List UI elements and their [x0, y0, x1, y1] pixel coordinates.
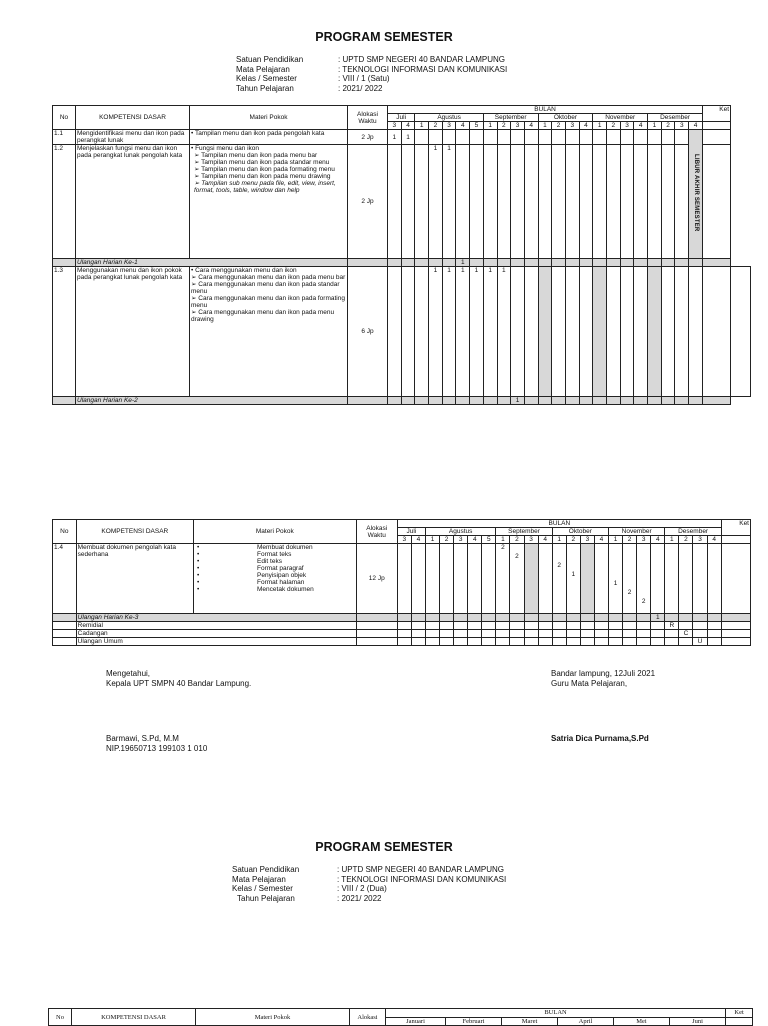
table-row: [53, 630, 751, 638]
info-value: : TEKNOLOGI INFORMASI DAN KOMUNIKASI: [337, 874, 507, 884]
mp-item: • Edit teks: [197, 558, 282, 565]
week-header: 4: [689, 122, 703, 130]
week-cell: R: [665, 622, 679, 630]
mp-item: • Membuat dokumen: [197, 544, 313, 551]
header-alokasi: Alokasi Waktu: [348, 106, 388, 130]
header-ket: Ket: [726, 1009, 753, 1018]
row-label: Cadangan: [76, 630, 356, 638]
week-header: 4: [456, 122, 470, 130]
sign-right-line2: Guru Mata Pelajaran,: [551, 679, 628, 688]
row-kd: Membuat dokumen pengolah kata sederhana: [76, 544, 193, 614]
row-kd: Menggunakan menu dan ikon pokok pada perangkat lunak pengolah kata: [76, 267, 190, 397]
week-header: 3: [524, 536, 538, 544]
week-header: 3: [693, 536, 707, 544]
mp-item: • Fungsi menu dan ikon: [191, 145, 260, 152]
month-header: Oktober: [538, 114, 593, 122]
week-header: 1: [593, 122, 607, 130]
week-header: 1: [415, 122, 429, 130]
week-cell: 1: [456, 267, 470, 397]
month-header: Agustus: [415, 114, 483, 122]
row-no: 1.3: [53, 267, 76, 397]
mp-item: • Cara menggunakan menu dan ikon: [191, 267, 297, 274]
week-header: 2: [607, 122, 621, 130]
week-header: 3: [620, 122, 634, 130]
page-title: PROGRAM SEMESTER: [315, 840, 453, 854]
week-header: 3: [442, 122, 456, 130]
sign-left-nip: NIP.19650713 199103 1 010: [106, 744, 208, 753]
week-header: 3: [388, 122, 402, 130]
week-header: 3: [565, 122, 579, 130]
week-cell: 1: [429, 145, 443, 259]
month-header: Agustus: [425, 528, 495, 536]
info-value: : UPTD SMP NEGERI 40 BANDAR LAMPUNG: [338, 55, 505, 64]
info-value: : 2021/ 2022: [338, 83, 383, 93]
mp-item: • Format halaman: [197, 579, 305, 586]
row-label: Ulangan Harian Ke-2: [76, 397, 348, 405]
row-label: Remidial: [76, 622, 356, 630]
header-mp: Materi Pokok: [196, 1009, 350, 1026]
table-row: [53, 622, 751, 630]
header-kd: KOMPETENSI DASAR: [76, 520, 193, 544]
week-header: 2: [510, 536, 524, 544]
mp-item: ➢ Tampilan sub menu pada file, edit, view, insert, format, tools, table, window dan help: [194, 180, 336, 194]
month-header: Desember: [665, 528, 722, 536]
table-row: [53, 614, 751, 622]
week-header: 1: [665, 536, 679, 544]
info-value: : UPTD SMP NEGERI 40 BANDAR LAMPUNG: [337, 865, 504, 874]
mp-item: ➢ Tampilan menu dan ikon pada formating menu: [194, 166, 335, 173]
week-cell: 1: [442, 267, 456, 397]
row-no: 1.4: [53, 544, 77, 614]
sign-right-name: Satria Dica Purnama,S.Pd: [551, 734, 649, 743]
row-kd: Menjelaskan fungsi menu dan ikon pada perangkat lunak pengolah kata: [76, 145, 190, 259]
header-mp: Materi Pokok: [190, 106, 348, 130]
table-row: [53, 267, 751, 397]
month-header: April: [558, 1017, 614, 1026]
week-header: 4: [634, 122, 648, 130]
row-no: 1.2: [53, 145, 76, 259]
month-header: Juni: [670, 1017, 726, 1026]
week-cell: 2: [496, 544, 510, 614]
month-header: November: [593, 114, 648, 122]
month-header: Mei: [614, 1017, 670, 1026]
table-row: [53, 130, 751, 145]
week-header: 4: [468, 536, 482, 544]
header-bulan: BULAN: [397, 520, 721, 528]
ket-cell: [703, 130, 731, 145]
table-row: [53, 259, 751, 267]
week-cell: U: [693, 638, 707, 646]
month-header: Maret: [502, 1017, 558, 1026]
info-value: : VIII / 2 (Dua): [337, 884, 387, 893]
mp-item: ➢ Cara menggunakan menu dan ikon pada standar menu: [191, 281, 340, 295]
mp-item: • Format teks: [197, 551, 292, 558]
week-header: 4: [707, 536, 721, 544]
week-cell: 1: [456, 259, 470, 267]
row-kd: Mengidentifikasi menu dan ikon pada perangkat lunak: [76, 130, 190, 145]
week-cell: C: [679, 630, 693, 638]
info-label: Tahun Pelajaran: [236, 83, 294, 93]
week-header: 1: [609, 536, 623, 544]
sign-left-line2: Kepala UPT SMPN 40 Bandar Lampung.: [106, 679, 252, 688]
table-row: [53, 397, 751, 405]
mp-item: • Penyisipan objek: [197, 572, 307, 579]
info-label: Mata Pelajaran: [236, 64, 290, 74]
libur-label: LIBUR AKHIR SEMESTER: [693, 154, 700, 232]
week-header: 2: [623, 536, 637, 544]
month-header: September: [483, 114, 538, 122]
header-bulan: BULAN: [386, 1009, 726, 1018]
week-header: 4: [538, 536, 552, 544]
week-header: 1: [648, 122, 662, 130]
header-no: No: [53, 106, 76, 130]
sign-right-line1: Bandar lampung, 12Juli 2021: [551, 669, 656, 678]
page-title: PROGRAM SEMESTER: [315, 30, 453, 44]
mp-item: ➢ Cara menggunakan menu dan ikon pada menu bar: [191, 274, 346, 281]
week-header: 4: [651, 536, 665, 544]
week-cell: 2: [637, 544, 651, 614]
week-cell: 1: [511, 397, 525, 405]
header-no: No: [49, 1009, 72, 1026]
week-header: 1: [496, 536, 510, 544]
week-cell: 1: [401, 130, 415, 145]
mp-item: ➢ Tampilan menu dan ikon pada menu drawing: [194, 173, 331, 180]
mp-item: ➢ Cara menggunakan menu dan ikon pada formating menu: [191, 295, 345, 309]
header-ket: Ket: [703, 106, 731, 114]
row-alokasi: 2 Jp: [348, 130, 388, 145]
semester-program-table: [52, 105, 751, 405]
ket-cell: [703, 114, 731, 122]
header-no: No: [53, 520, 77, 544]
info-label: Satuan Pendidikan: [232, 865, 300, 874]
month-header: Januari: [386, 1017, 446, 1026]
week-cell: 1: [497, 267, 511, 397]
week-header: 4: [524, 122, 538, 130]
week-cell: 1: [651, 614, 665, 622]
week-cell: 1: [483, 267, 497, 397]
month-header: Juli: [397, 528, 425, 536]
ket-cell: [703, 145, 731, 259]
row-alokasi: 2 Jp: [348, 145, 388, 259]
semester-program-table: [48, 1008, 753, 1026]
row-label: Ulangan Umum: [76, 638, 356, 646]
week-cell: 1: [566, 544, 580, 614]
week-header: 2: [679, 536, 693, 544]
week-cell: 2: [510, 544, 524, 614]
header-ket: Ket: [721, 520, 750, 528]
mp-item: • Mencetak dokumen: [197, 586, 314, 593]
info-value: : TEKNOLOGI INFORMASI DAN KOMUNIKASI: [338, 64, 508, 74]
week-header: 2: [440, 536, 454, 544]
table-row: [53, 544, 751, 614]
week-header: 4: [579, 122, 593, 130]
week-header: 3: [637, 536, 651, 544]
row-no: 1.1: [53, 130, 76, 145]
info-label: Tahun Pelajaran: [237, 893, 295, 903]
month-header: Oktober: [552, 528, 608, 536]
header-mp: Materi Pokok: [194, 520, 357, 544]
row-alokasi: 12 Jp: [356, 544, 397, 614]
week-header: 3: [675, 122, 689, 130]
month-header: November: [609, 528, 665, 536]
header-kd: KOMPETENSI DASAR: [76, 106, 190, 130]
week-cell: 1: [388, 130, 402, 145]
week-cell: 1: [609, 544, 623, 614]
row-label: Ulangan Harian Ke-3: [76, 614, 356, 622]
week-header: 4: [401, 122, 415, 130]
mp-item: ➢ Tampilan menu dan ikon pada menu bar: [194, 152, 318, 159]
sign-left-name: Barmawi, S.Pd, M.M: [106, 734, 179, 743]
row-mp: [190, 145, 348, 259]
week-header: 5: [470, 122, 484, 130]
week-header: 2: [552, 122, 566, 130]
row-alokasi: 6 Jp: [348, 267, 388, 397]
table-row: [53, 638, 751, 646]
week-header: 1: [483, 122, 497, 130]
row-mp: [190, 267, 348, 397]
table-row: [53, 145, 751, 259]
row-label: Ulangan Harian Ke-1: [76, 259, 348, 267]
week-header: 1: [552, 536, 566, 544]
week-cell: 2: [552, 544, 566, 614]
document-info: [232, 865, 572, 905]
row-mp: [194, 544, 357, 614]
semester-program-table: [52, 519, 751, 646]
week-header: 5: [482, 536, 496, 544]
week-header: 3: [454, 536, 468, 544]
info-value: : VIII / 1 (Satu): [338, 74, 390, 83]
info-label: Satuan Pendidikan: [236, 55, 304, 64]
document-info: [236, 55, 576, 95]
info-label: Kelas / Semester: [232, 884, 293, 893]
week-header: 2: [429, 122, 443, 130]
mp-item: ➢ Tampilan menu dan ikon pada standar menu: [194, 159, 330, 166]
header-alokasi: Alokasi: [350, 1009, 386, 1026]
month-header: September: [496, 528, 552, 536]
mp-item: ➢ Cara menggunakan menu dan ikon pada menu drawing: [191, 309, 335, 323]
week-header: 4: [594, 536, 608, 544]
info-label: Mata Pelajaran: [232, 874, 286, 884]
week-header: 3: [511, 122, 525, 130]
week-header: 3: [580, 536, 594, 544]
week-header: 2: [566, 536, 580, 544]
libur-cell: [689, 130, 703, 259]
week-header: 2: [497, 122, 511, 130]
week-cell: 1: [429, 267, 443, 397]
ket-cell: [731, 267, 751, 397]
week-cell: 1: [442, 145, 456, 259]
week-header: 3: [397, 536, 411, 544]
header-alokasi: Alokasi Waktu: [356, 520, 397, 544]
month-header: Desember: [648, 114, 703, 122]
month-header: Juli: [388, 114, 415, 122]
header-bulan: BULAN: [388, 106, 703, 114]
info-value: : 2021/ 2022: [337, 893, 382, 903]
sign-left-line1: Mengetahui,: [106, 669, 151, 678]
mp-item: • Format paragraf: [197, 565, 304, 572]
row-mp: • Tampilan menu dan ikon pada pengolah kata: [190, 130, 348, 145]
week-header: 2: [661, 122, 675, 130]
info-label: Kelas / Semester: [236, 74, 297, 83]
month-header: Februari: [446, 1017, 502, 1026]
ket-cell: [703, 122, 731, 130]
header-kd: KOMPETENSI DASAR: [72, 1009, 196, 1026]
week-header: 4: [411, 536, 425, 544]
week-cell: 2: [623, 544, 637, 614]
week-header: 1: [538, 122, 552, 130]
week-header: 1: [425, 536, 439, 544]
week-cell: 1: [470, 267, 484, 397]
